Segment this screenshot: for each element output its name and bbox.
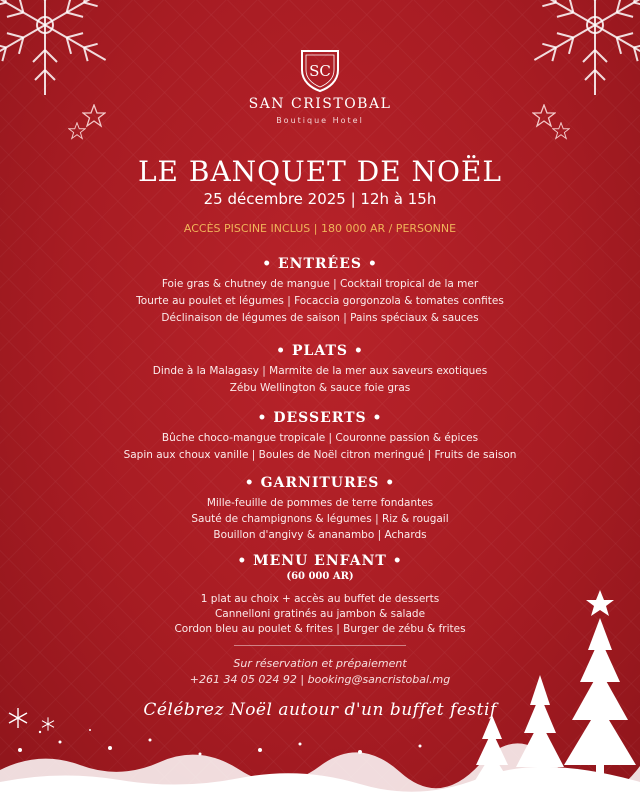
hotel-tagline: Boutique Hotel	[276, 116, 364, 125]
list-item: Cordon bleu au poulet & frites | Burger de zébu & frites	[174, 623, 466, 635]
menu-enfant-price: (60 000 AR)	[286, 571, 354, 582]
christmas-tree-icon	[470, 715, 514, 800]
snowflake-icon	[0, 0, 120, 100]
christmas-tree-icon	[510, 675, 570, 800]
list-item: Bouillon d'angivy & ananambo | Achards	[213, 529, 427, 541]
list-item: 1 plat au choix + accès au buffet de desserts	[200, 593, 440, 605]
hotel-name: SAN CRISTOBAL	[248, 96, 392, 112]
contact-info: +261 34 05 024 92 | booking@sancristobal.mg	[189, 673, 451, 686]
snowflake-icon	[40, 716, 56, 732]
snowflake-icon	[6, 706, 30, 730]
divider	[234, 645, 406, 646]
event-title: LE BANQUET DE NOËL	[137, 155, 503, 188]
section-title-menu-enfant: • MENU ENFANT •	[237, 553, 403, 569]
list-item: Bûche choco-mangue tropicale | Couronne passion & épices	[161, 432, 479, 444]
reservation-note: Sur réservation et prépaiement	[233, 657, 407, 670]
section-title-entrees: • ENTRÉES •	[262, 256, 378, 272]
list-item: Mille-feuille de pommes de terre fondantes	[206, 497, 434, 509]
christmas-tree-icon	[560, 590, 640, 800]
slogan: Célébrez Noël autour d'un buffet festif	[143, 700, 497, 720]
shield-logo-icon	[296, 46, 344, 94]
section-title-desserts: • DESSERTS •	[257, 410, 383, 426]
section-title-garnitures: • GARNITURES •	[244, 475, 396, 491]
event-date-time: 25 décembre 2025 | 12h à 15h	[203, 190, 437, 208]
snowflake-icon	[520, 0, 640, 100]
list-item: Zébu Wellington & sauce foie gras	[229, 382, 411, 394]
list-item: Sauté de champignons & légumes | Riz & rougail	[191, 513, 449, 525]
list-item: Foie gras & chutney de mangue | Cocktail tropical de la mer	[161, 278, 479, 290]
list-item: Tourte au poulet et légumes | Focaccia gorgonzola & tomates confites	[136, 295, 504, 307]
access-price: ACCÈS PISCINE INCLUS | 180 000 AR / PERSONNE	[183, 222, 457, 235]
section-title-plats: • PLATS •	[276, 343, 364, 359]
logo-monogram: SC	[309, 62, 331, 80]
list-item: Sapin aux choux vanille | Boules de Noël citron meringué | Fruits de saison	[123, 449, 517, 461]
list-item: Cannelloni gratinés au jambon & salade	[214, 608, 426, 620]
list-item: Déclinaison de légumes de saison | Pains spéciaux & sauces	[161, 312, 479, 324]
list-item: Dinde à la Malagasy | Marmite de la mer aux saveurs exotiques	[152, 365, 488, 377]
